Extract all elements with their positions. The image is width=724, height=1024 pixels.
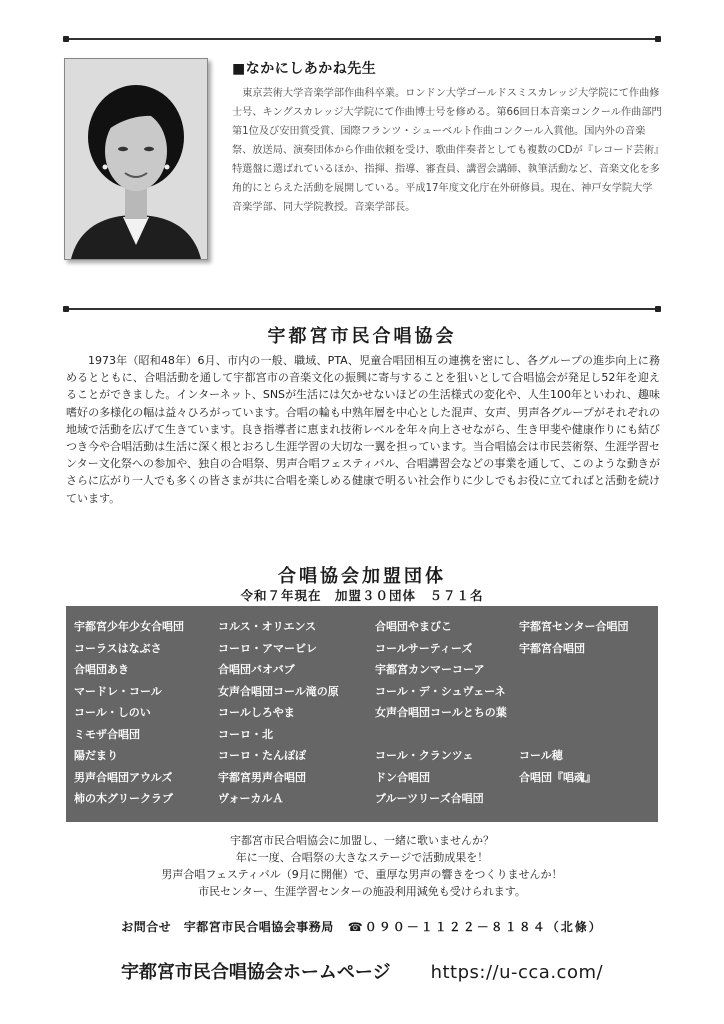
member-empty-cell bbox=[519, 724, 659, 746]
invite-line: 男声合唱フェスティバル（9月に開催）で、重厚な男声の響きをつくりませんか！ bbox=[161, 868, 563, 881]
members-title: 合唱協会加盟団体 bbox=[278, 566, 446, 587]
member-group: ヴォーカルＡ bbox=[218, 792, 284, 805]
member-group: コーラスはなぶさ bbox=[74, 641, 162, 655]
member-empty-cell bbox=[519, 788, 659, 810]
bio-name: ■なかにしあかね先生 bbox=[232, 61, 377, 77]
association-text: 1973年（昭和48年）6月、市内の一般、職域、PTA、児童合唱団相互の連携を密にし、各グループの進歩向上に務めるとともに、合唱活動を通して宇都宮市の音楽文化の振興に寄与することを狙いとして合唱協会が発足し52年を迎えることができました。インターネット、SNSが生活には欠かせないほどの生活様式の変化や、人生100年といわれ、趣味嗜好の多様化の幅は益々ひろがっています。合唱の輪も中熟年層を中心とした混声、女声、男声各グループがそれぞれの地域で活動を広げて生きています。良き指導者に恵まれ技術レベルを年々向上させながら、生き甲斐や健康作りにも結びつき今や合唱活動は生活に深く根とおろし生涯学習の大切な一翼を担っています。当合唱協会は市民芸術祭、生涯学習センター文化祭への参加や、独自の合唱祭、男声合唱フェスティバル、合唱講習会などの事業を通して、このような動きがさらに広がり一人でも多くの皆さまが共に合唱を楽しめる健康で明るい社会作りに少しでもお役に立てればと活動を続けています。 bbox=[66, 354, 660, 505]
member-group: 宇都宮合唱団 bbox=[519, 641, 585, 655]
member-group: 合唱団『唱魂』 bbox=[519, 770, 596, 784]
member-empty-cell bbox=[519, 702, 659, 724]
homepage-label: 宇都宮市民合唱協会ホームページ bbox=[120, 962, 391, 983]
phone-number: ☎０９０－１１２２－８１８４（北條） bbox=[347, 920, 603, 934]
portrait-illustration bbox=[65, 59, 207, 259]
member-group: 宇都宮男声合唱団 bbox=[218, 770, 306, 784]
member-group: ミモザ合唱団 bbox=[74, 727, 140, 741]
member-group: コール・しのい bbox=[74, 706, 151, 719]
member-group: コールしろやま bbox=[218, 706, 295, 719]
member-group: 合唱団あき bbox=[74, 663, 129, 676]
portrait-photo bbox=[64, 58, 208, 260]
middle-divider bbox=[66, 308, 658, 310]
member-group: 合唱団やまびこ bbox=[375, 620, 452, 633]
member-group: 柿の木グリークラブ bbox=[74, 792, 173, 805]
member-group: コーロ・アマービレ bbox=[218, 641, 317, 655]
members-subtitle: 令和７年現在 加盟３０団体 ５７１名 bbox=[240, 588, 484, 603]
invitation bbox=[0, 832, 724, 900]
homepage-url[interactable]: https://u-cca.com/ bbox=[430, 962, 604, 983]
invite-line: 宇都宮市民合唱協会に加盟し、一緒に歌いませんか？ bbox=[230, 834, 494, 847]
member-group: 女声合唱団コールとちの葉 bbox=[375, 706, 507, 719]
member-group: 女声合唱団コール滝の原 bbox=[218, 684, 339, 698]
member-group: コールサーティーズ bbox=[375, 641, 473, 655]
member-empty-cell bbox=[519, 681, 659, 703]
member-group: 合唱団バオバブ bbox=[218, 663, 295, 676]
contact-info bbox=[0, 918, 724, 935]
contact-label: お問合せ 宇都宮市民合唱協会事務局 bbox=[121, 920, 334, 934]
top-divider bbox=[66, 38, 658, 40]
homepage-info bbox=[0, 958, 724, 984]
invite-line: 市民センター、生涯学習センターの施設利用減免も受けられます。 bbox=[198, 885, 526, 898]
member-empty-cell bbox=[519, 659, 659, 681]
member-group: コーロ・たんぽぽ bbox=[218, 749, 306, 762]
member-group: コール・デ・シュヴェーネ bbox=[375, 684, 506, 698]
member-group: マードレ・コール bbox=[74, 684, 162, 698]
member-group: コール・クランツェ bbox=[375, 749, 474, 762]
invite-line: 年に一度、合唱祭の大きなステージで活動成果を！ bbox=[235, 851, 489, 864]
member-group: 宇都宮少年少女合唱団 bbox=[74, 620, 184, 633]
member-group: ブルーツリーズ合唱団 bbox=[375, 792, 484, 805]
bio-section bbox=[232, 58, 662, 217]
member-group: ドン合唱団 bbox=[375, 770, 430, 784]
association-title: 宇都宮市民合唱協会 bbox=[267, 326, 457, 347]
members-box bbox=[66, 606, 658, 822]
bio-text: 東京芸術大学音楽学部作曲科卒業。ロンドン大学ゴールドスミスカレッジ大学院にて作曲修士号、キングスカレッジ大学院にて作曲博士号を修める。第66回日本音楽コンクール作曲部門第1位及び安田賞受賞、国際フランツ・シューベルト作曲コンクール入賞他。国内外の音楽祭、放送局、演奏団体から作曲依頼を受け、歌曲伴奏者としても複数のCDが『レコード芸術』特選盤に選ばれているほか、指揮、指導、審査員、講習会講師、執筆活動など、音楽文化を多角的にとらえた活動を展開している。平成17年度文化庁在外研修員。現在、神戸女学院大学音楽学部、同大学院教授。音楽学部長。 bbox=[232, 88, 662, 213]
member-group: コール穂 bbox=[519, 749, 563, 762]
member-empty-cell bbox=[375, 724, 519, 746]
member-group: 宇都宮センター合唱団 bbox=[519, 620, 629, 633]
member-group: コルス・オリエンス bbox=[218, 620, 317, 633]
members-grid bbox=[74, 616, 659, 810]
member-group: コーロ・北 bbox=[218, 727, 273, 741]
member-group: 陽だまり bbox=[74, 749, 118, 762]
member-group: 宇都宮カンマーコーア bbox=[375, 663, 485, 676]
member-group: 男声合唱団アウルズ bbox=[74, 770, 173, 784]
